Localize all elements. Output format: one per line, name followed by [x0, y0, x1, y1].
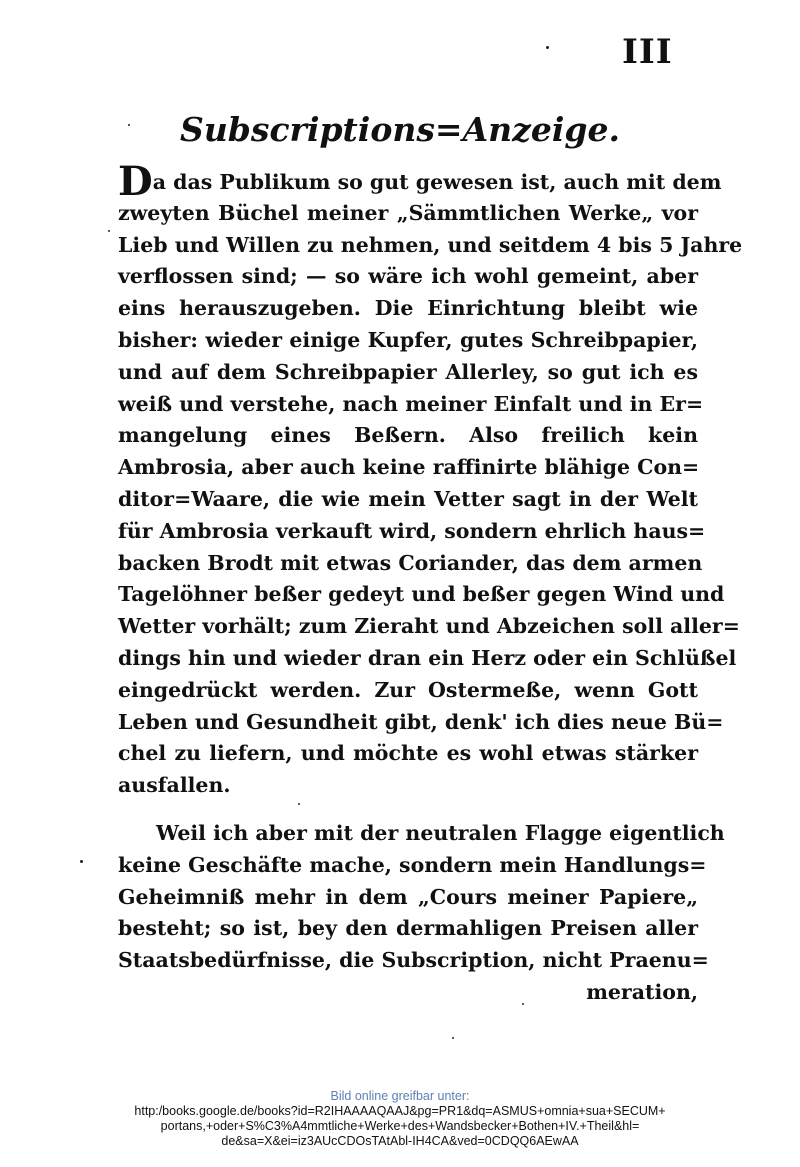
text-line: dings hin und wieder dran ein Herz oder ein Schlüßel	[118, 645, 737, 670]
text-line: chel zu liefern, und möchte es wohl etwas stärker	[118, 741, 698, 766]
scan-speck	[108, 230, 110, 232]
text-line: verflossen sind; — so wäre ich wohl gemeint, aber	[118, 264, 698, 289]
text-line: eingedrückt werden. Zur Ostermeße, wenn Gott	[118, 677, 698, 702]
text-line-content: a das Publikum so gut gewesen ist, auch mit dem	[152, 170, 722, 194]
footer-url-line[interactable]: portans,+oder+S%C3%A4mmtliche+Werke+des+Wandsbecker+Bothen+IV.+Theil&hl=	[160, 1119, 640, 1133]
text-line: Staatsbedürfnisse, die Subscription, nicht Praenu=	[118, 948, 709, 973]
text-line: Lieb und Willen zu nehmen, und seitdem 4 bis 5 Jahre	[118, 232, 743, 257]
text-line: meration,	[586, 979, 698, 1004]
text-line: für Ambrosia verkauft wird, sondern ehrlich haus=	[118, 518, 706, 543]
scan-speck	[452, 1037, 454, 1039]
text-line: ditor=Waare, die wie mein Vetter sagt in der Welt	[118, 486, 698, 511]
text-line: und auf dem Schreibpapier Allerley, so gut ich es	[118, 359, 698, 384]
scan-speck	[298, 803, 300, 805]
scan-speck	[522, 1003, 524, 1005]
drop-cap: D	[118, 158, 153, 205]
text-line	[118, 158, 722, 205]
text-line: zweyten Büchel meiner „Sämmtlichen Werke„ vor	[118, 200, 698, 225]
text-line: ausfallen.	[118, 773, 231, 798]
text-line: Geheimniß mehr in dem „Cours meiner Papiere„	[118, 884, 698, 909]
text-line: eins herauszugeben. Die Einrichtung bleibt wie	[118, 296, 698, 321]
scan-speck	[80, 860, 83, 863]
page-number: III	[622, 32, 673, 72]
text-line: mangelung eines Beßern. Also freilich kein	[118, 423, 698, 448]
footer-url-line[interactable]: de&sa=X&ei=iz3AUcCDOsTAtAbl-IH4CA&ved=0CDQQ6AEwAA	[221, 1134, 579, 1148]
text-line: weiß und verstehe, nach meiner Einfalt und in Er=	[118, 391, 704, 416]
paragraph-1	[118, 158, 743, 802]
paragraph-2	[118, 818, 725, 1009]
text-line: besteht; so ist, bey den dermahligen Preisen aller	[118, 916, 698, 941]
text-line: Ambrosia, aber auch keine raffinirte blähige Con=	[118, 455, 700, 480]
scan-speck	[128, 124, 130, 126]
text-line: bisher: wieder einige Kupfer, gutes Schreibpapier,	[118, 327, 698, 352]
text-line: Weil ich aber mit der neutralen Flagge eigentlich	[156, 821, 725, 845]
source-footer	[0, 1089, 800, 1149]
text-line: keine Geschäfte mache, sondern mein Handlungs=	[118, 852, 707, 877]
scan-speck	[546, 46, 549, 49]
page-title: Subscriptions=Anzeige.	[179, 110, 620, 149]
text-line: Tagelöhner beßer gedeyt und beßer gegen Wind und	[118, 582, 725, 607]
footer-label: Bild online greifbar unter:	[330, 1089, 470, 1103]
text-line: backen Brodt mit etwas Coriander, das dem armen	[118, 550, 703, 575]
text-line: Leben und Gesundheit gibt, denk' ich dies neue Bü=	[118, 709, 724, 734]
text-line: Wetter vorhält; zum Zieraht und Abzeichen soll aller=	[118, 614, 740, 639]
footer-url-line[interactable]: http:/books.google.de/books?id=R2IHAAAAQAAJ&pg=PR1&dq=ASMUS+omnia+sua+SECUM+	[134, 1104, 666, 1118]
